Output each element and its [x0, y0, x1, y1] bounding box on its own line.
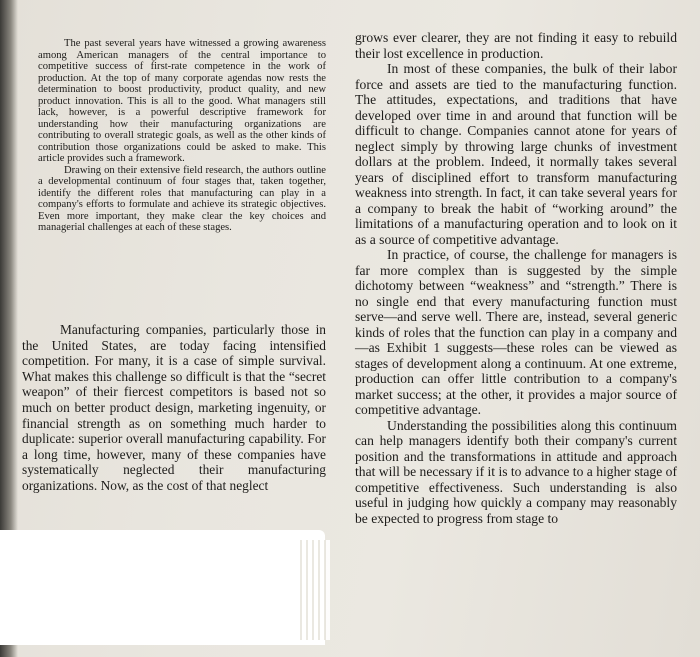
redaction-brush-edge: [296, 540, 330, 640]
abstract-paragraph: Drawing on their extensive field research, the authors outline a developmental continuum of four stages that, taken together, identify the different roles that manufacturing can play in a company's efforts to formulate and achieve its strategic objectives. Even more important, they make clear the key choices and managerial challenges at each of these stages.: [38, 164, 326, 233]
body-paragraph-continuation: grows ever clearer, they are not finding it easy to rebuild their lost excellence in production.: [355, 30, 677, 61]
intro-paragraph: Manufacturing companies, particularly those in the United States, are today facing intensified competition. For many, it is a case of simple survival. What makes this challenge so difficult is that the “secret weapon” of their fiercest competitors is based not so much on better product design, marketing ingenuity, or financial strength as on something much harder to duplicate: superior overall manufacturing capability. For a long time, however, many of these companies have systematically neglected their manufacturing organizations. Now, as the cost of that neglect: [22, 322, 326, 493]
redaction-block: [0, 530, 325, 645]
body-paragraph: In most of these companies, the bulk of their labor force and assets are tied to the manufacturing function. The attitudes, expectations, and traditions that have developed over time in and around that function will be difficult to change. Companies cannot atone for years of neglect simply by throwing large chunks of investment dollars at the problem. Indeed, it normally takes several years of disciplined effort to transform manufacturing weakness into strength. In fact, it can take several years for a company to break the habit of “working around” the limitations of a manufacturing operation and to look on it as a source of competitive advantage.: [355, 61, 677, 247]
article-right-column: [355, 30, 677, 526]
abstract-paragraph: The past several years have witnessed a growing awareness among American managers of the central importance to competitive success of first-rate competence in the work of production. At the top of many corporate agendas now rests the determination to boost productivity, product quality, and new product innovation. This is all to the good. What managers still lack, however, is a powerful descriptive framework for understanding how their manufacturing organizations are contributing to overall strategic goals, as well as the other kinds of contribution those organizations could be asked to make. This article provides such a framework.: [38, 38, 326, 164]
body-paragraph: Understanding the possibilities along this continuum can help managers identify both their company's current position and the transformations in attitude and approach that will be necessary if it is to advance to a higher stage of competitive effectiveness. Such understanding is also useful in judging how quickly a company may reasonably be expected to progress from stage to: [355, 417, 677, 526]
body-paragraph: In practice, of course, the challenge for managers is far more complex than is suggested by the simple dichotomy between “weakness” and “strength.” There is no single end that every manufacturing function must serve—and serve well. There are, instead, several generic kinds of roles that the function can play in a company and—as Exhibit 1 suggests—these roles can be viewed as stages of development along a continuum. At one extreme, production can offer little contribution to a company's market success; at the other, it provides a major source of competitive advantage.: [355, 247, 677, 417]
article-abstract: [38, 38, 326, 234]
article-intro: [22, 322, 326, 494]
